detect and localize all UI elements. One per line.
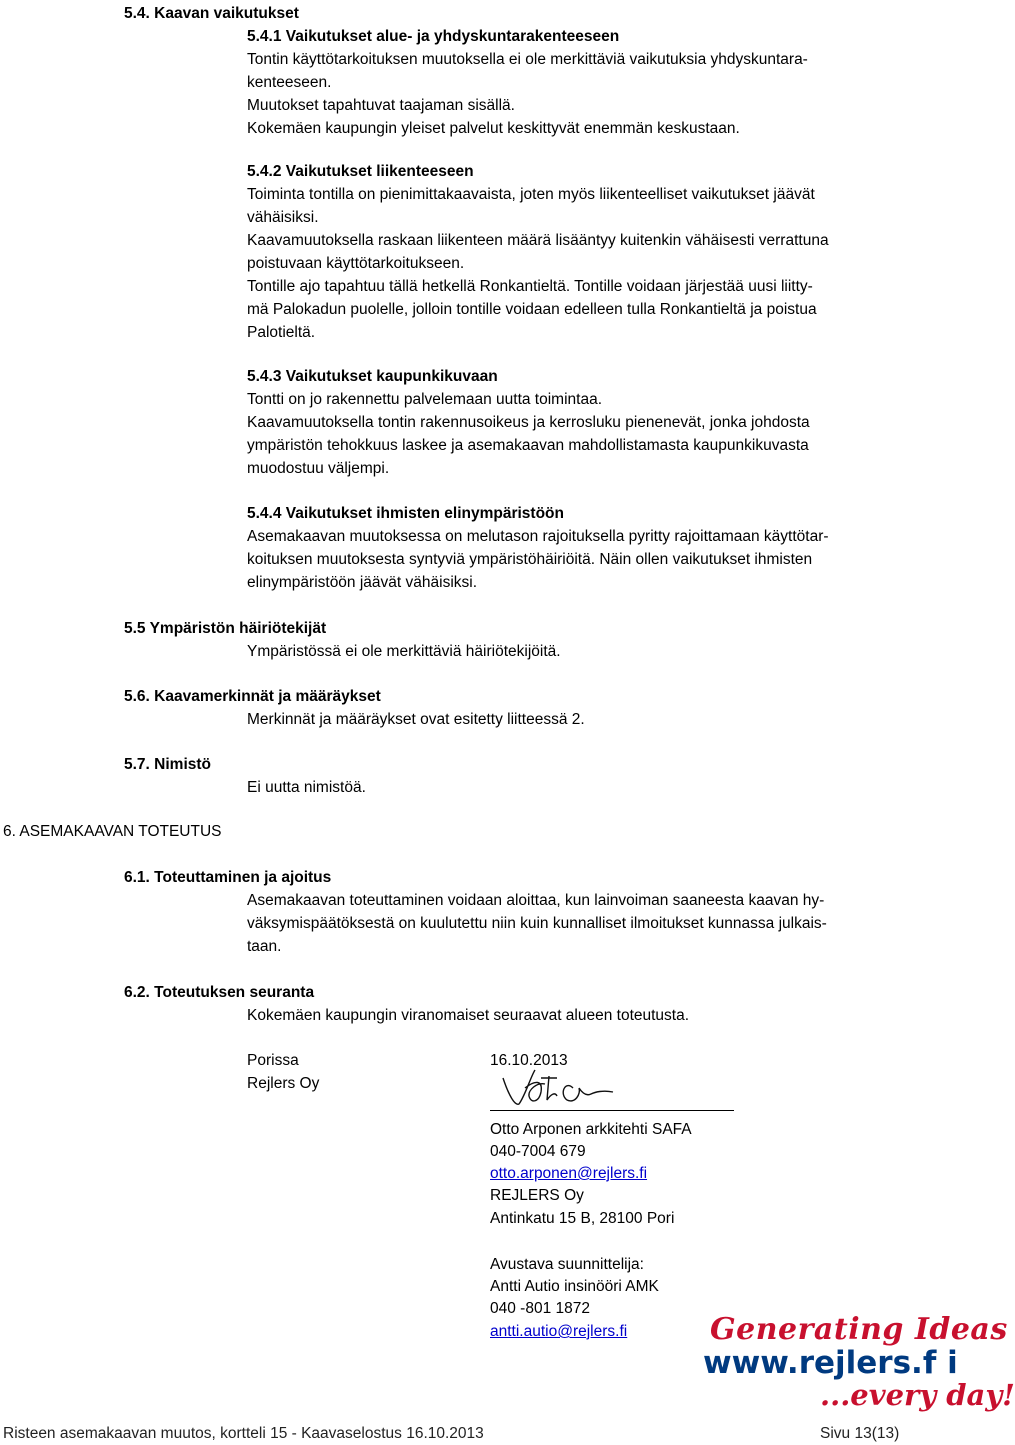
paragraph-line: kenteeseen. bbox=[247, 74, 332, 91]
paragraph-line: Asemakaavan toteuttaminen voidaan aloittaa, kun lainvoiman saaneesta kaavan hy- bbox=[247, 892, 825, 909]
section-5-4-4 bbox=[247, 502, 907, 594]
paragraph-line: vähäisiksi. bbox=[247, 209, 319, 226]
paragraph-line: mä Palokadun puolelle, jolloin tontille voidaan edelleen tulla Ronkantieltä ja poistua bbox=[247, 301, 817, 318]
paragraph-line: ympäristön tehokkuus laskee ja asemakaavan mahdollistamasta kaupunkikuvasta bbox=[247, 437, 809, 454]
logo-slogan: ...every day! bbox=[820, 1378, 1015, 1412]
section-5-4-3 bbox=[247, 365, 907, 480]
section-5-6-heading: 5.6. Kaavamerkinnät ja määräykset bbox=[124, 688, 381, 705]
handwritten-signature bbox=[495, 1066, 625, 1112]
footer-document-title: Risteen asemakaavan muutos, kortteli 15 - Kaavaselostus 16.10.2013 bbox=[3, 1425, 484, 1442]
signer-name: Otto Arponen arkkitehti SAFA bbox=[490, 1121, 692, 1138]
section-6-2-heading: 6.2. Toteutuksen seuranta bbox=[124, 984, 315, 1001]
section-5-6-text: Merkinnät ja määräykset ovat esitetty liitteessä 2. bbox=[247, 711, 585, 728]
paragraph-line: Asemakaavan muutoksessa on melutason rajoituksella pyritty rajoittamaan käyttötar- bbox=[247, 528, 829, 545]
paragraph-line: Muutokset tapahtuvat taajaman sisällä. bbox=[247, 97, 515, 114]
footer-page-number: Sivu 13(13) bbox=[820, 1425, 900, 1442]
logo-tagline: Generating Ideas bbox=[710, 1312, 1008, 1347]
paragraph-line: Kaavamuutoksella raskaan liikenteen määrä lisääntyy kuitenkin vähäisesti verrattuna bbox=[247, 232, 829, 249]
signature-line bbox=[490, 1110, 734, 1111]
section-6-1-text bbox=[247, 889, 907, 958]
paragraph-line: Tontin käyttötarkoituksen muutoksella ei ole merkittäviä vaikutuksia yhdyskuntara- bbox=[247, 51, 808, 68]
signer-address: Antinkatu 15 B, 28100 Pori bbox=[490, 1210, 675, 1227]
section-5-4-3-heading: 5.4.3 Vaikutukset kaupunkikuvaan bbox=[247, 368, 498, 385]
section-5-4-heading: 5.4. Kaavan vaikutukset bbox=[124, 5, 299, 22]
signature-company: Rejlers Oy bbox=[247, 1075, 320, 1092]
assistant-email-link[interactable]: antti.autio@rejlers.fi bbox=[490, 1323, 628, 1340]
section-6-2-text: Kokemäen kaupungin viranomaiset seuraavat alueen toteutusta. bbox=[247, 1007, 690, 1024]
section-5-4-2-heading: 5.4.2 Vaikutukset liikenteeseen bbox=[247, 163, 474, 180]
assistant-label: Avustava suunnittelija: bbox=[490, 1256, 644, 1273]
paragraph-line: Toiminta tontilla on pienimittakaavaista, joten myös liikenteelliset vaikutukset jäävät bbox=[247, 186, 815, 203]
signature-date: 16.10.2013 bbox=[490, 1052, 568, 1069]
paragraph-line: Palotieltä. bbox=[247, 324, 316, 341]
section-5-7-text: Ei uutta nimistöä. bbox=[247, 779, 366, 796]
signer-email-link[interactable]: otto.arponen@rejlers.fi bbox=[490, 1165, 648, 1182]
paragraph-line: väksymispäätöksestä on kuulutettu niin kuin kunnalliset ilmoitukset kunnassa julkais- bbox=[247, 915, 827, 932]
paragraph-line: koituksen muutoksesta syntyviä ympäristöhäiriöitä. Näin ollen vaikutukset ihmisten bbox=[247, 551, 813, 568]
section-6-heading: 6. ASEMAKAAVAN TOTEUTUS bbox=[3, 823, 222, 840]
section-5-4-2 bbox=[247, 160, 907, 344]
section-5-5-heading: 5.5 Ympäristön häiriötekijät bbox=[124, 620, 327, 637]
signature-place: Porissa bbox=[247, 1052, 299, 1069]
assistant-name: Antti Autio insinööri AMK bbox=[490, 1278, 659, 1295]
paragraph-line: Kokemäen kaupungin yleiset palvelut keskittyvät enemmän keskustaan. bbox=[247, 120, 740, 137]
section-6-1-heading: 6.1. Toteuttaminen ja ajoitus bbox=[124, 869, 332, 886]
paragraph-line: taan. bbox=[247, 938, 282, 955]
paragraph-line: muodostuu väljempi. bbox=[247, 460, 390, 477]
paragraph-line: Tontille ajo tapahtuu tällä hetkellä Ronkantieltä. Tontille voidaan järjestää uusi liitty- bbox=[247, 278, 813, 295]
section-5-4-4-heading: 5.4.4 Vaikutukset ihmisten elinympäristöön bbox=[247, 505, 564, 522]
paragraph-line: Tontti on jo rakennettu palvelemaan uutta toimintaa. bbox=[247, 391, 603, 408]
section-5-5-text: Ympäristössä ei ole merkittäviä häiriötekijöitä. bbox=[247, 643, 561, 660]
signer-phone: 040-7004 679 bbox=[490, 1143, 586, 1160]
section-5-7-heading: 5.7. Nimistö bbox=[124, 756, 211, 773]
paragraph-line: Kaavamuutoksella tontin rakennusoikeus ja kerrosluku pienenevät, jonka johdosta bbox=[247, 414, 810, 431]
paragraph-line: elinympäristöön jäävät vähäisiksi. bbox=[247, 574, 478, 591]
logo-url: www.rejlers.f i bbox=[703, 1345, 958, 1381]
assistant-phone: 040 -801 1872 bbox=[490, 1300, 590, 1317]
section-5-4-1 bbox=[247, 25, 907, 140]
section-5-4-1-heading: 5.4.1 Vaikutukset alue- ja yhdyskuntarakenteeseen bbox=[247, 28, 620, 45]
signer-company: REJLERS Oy bbox=[490, 1187, 584, 1204]
paragraph-line: poistuvaan käyttötarkoitukseen. bbox=[247, 255, 465, 272]
